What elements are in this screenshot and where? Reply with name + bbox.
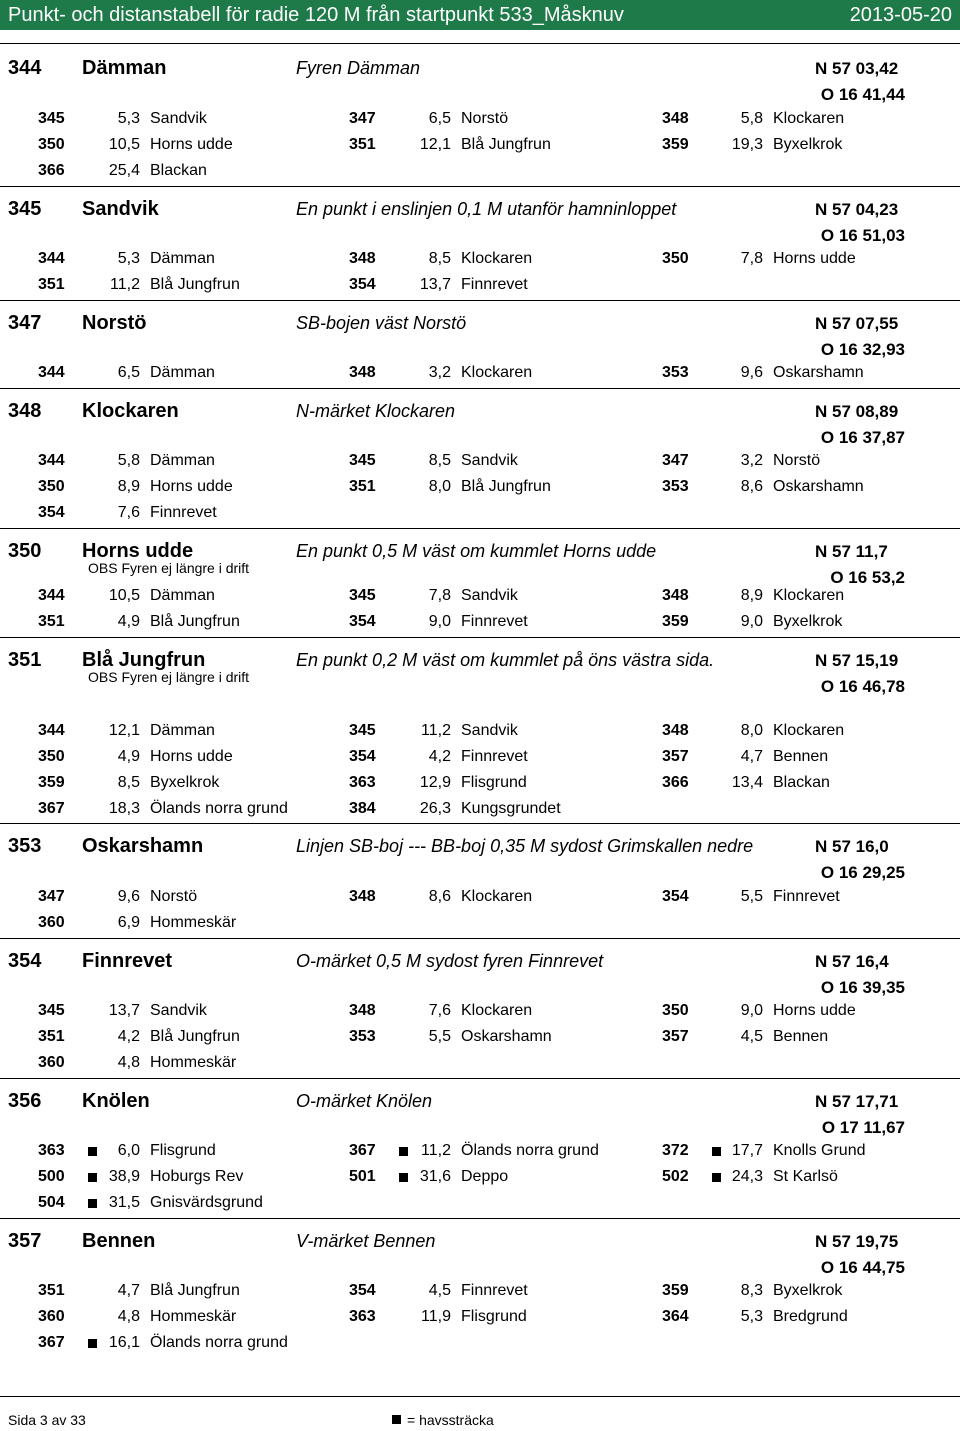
distance-value: 8,0 <box>740 722 763 739</box>
destination-number: 350 <box>662 250 689 267</box>
longitude: O 17 11,67 <box>821 1118 905 1137</box>
destination-number: 344 <box>38 250 65 267</box>
destination-name: Klockaren <box>773 110 845 127</box>
destination-name: Bredgrund <box>773 1308 848 1325</box>
point-name: Klockaren <box>82 400 179 422</box>
point-number: 357 <box>8 1230 42 1252</box>
distance-value: 4,7 <box>740 748 763 765</box>
destination-number: 351 <box>38 613 65 630</box>
point-description: O-märket Knölen <box>296 1091 433 1111</box>
longitude: O 16 53,2 <box>830 568 905 587</box>
destination-name: Sandvik <box>461 722 518 739</box>
destination-name: Oskarshamn <box>461 1028 552 1045</box>
destination-number: 350 <box>38 136 65 153</box>
distance-value: 8,5 <box>117 774 140 791</box>
point-name: Oskarshamn <box>82 835 204 857</box>
destination-name: Norstö <box>461 110 509 127</box>
point-description: SB-bojen väst Norstö <box>296 313 467 333</box>
destination-name: Deppo <box>461 1168 509 1185</box>
destination-name: Finnrevet <box>461 748 528 765</box>
longitude: O 16 39,35 <box>820 978 905 997</box>
destination-number: 502 <box>662 1168 689 1185</box>
destination-name: Knolls Grund <box>773 1142 866 1159</box>
destination-name: Sandvik <box>461 587 518 604</box>
destination-number: 344 <box>38 587 65 604</box>
destination-name: Gnisvärdsgrund <box>150 1194 263 1211</box>
distance-value: 18,3 <box>108 800 140 817</box>
destination-number: 357 <box>662 1028 689 1045</box>
destination-name: Flisgrund <box>461 774 527 791</box>
point-description: En punkt 0,5 M väst om kummlet Horns udde <box>296 541 657 561</box>
document-date: 2013-05-20 <box>849 4 952 26</box>
distance-value: 4,2 <box>428 748 451 765</box>
point-number: 356 <box>8 1090 42 1112</box>
destination-name: Blackan <box>150 162 207 179</box>
page-number: Sida 3 av 33 <box>8 1412 86 1428</box>
destination-number: 384 <box>349 800 376 817</box>
destination-number: 357 <box>662 748 689 765</box>
destination-name: Horns udde <box>150 136 233 153</box>
destination-name: Oskarshamn <box>773 478 864 495</box>
distance-value: 24,3 <box>731 1168 763 1185</box>
distance-value: 10,5 <box>108 136 140 153</box>
distance-value: 12,1 <box>419 136 451 153</box>
distance-value: 11,2 <box>421 1142 451 1159</box>
destination-number: 360 <box>38 1054 65 1071</box>
destination-name: Flisgrund <box>150 1142 216 1159</box>
destination-name: Blackan <box>773 774 830 791</box>
destination-number: 350 <box>38 478 65 495</box>
longitude: O 16 32,93 <box>820 340 905 359</box>
destination-number: 364 <box>662 1308 689 1325</box>
destination-number: 363 <box>349 1308 376 1325</box>
destination-number: 350 <box>38 748 65 765</box>
distance-value: 5,5 <box>428 1028 451 1045</box>
destination-name: Byxelkrok <box>773 1282 843 1299</box>
destination-name: Dämman <box>150 452 215 469</box>
destination-name: Dämman <box>150 722 215 739</box>
distance-value: 3,2 <box>428 364 451 381</box>
destination-number: 348 <box>349 250 376 267</box>
destination-number: 351 <box>38 276 65 293</box>
destination-name: Dämman <box>150 250 215 267</box>
point-number: 347 <box>8 312 42 334</box>
section-divider <box>0 388 960 389</box>
latitude: N 57 11,7 <box>815 542 888 561</box>
point-description: Linjen SB-boj --- BB-boj 0,35 M sydost Grimskallen nedre <box>296 836 754 856</box>
distance-value: 17,7 <box>731 1142 763 1159</box>
distance-value: 4,9 <box>117 748 140 765</box>
distance-value: 8,6 <box>428 888 451 905</box>
distance-value: 9,0 <box>428 613 451 630</box>
destination-name: Klockaren <box>773 722 845 739</box>
point-description: Fyren Dämman <box>296 58 421 78</box>
footer-divider <box>0 1396 960 1397</box>
destination-number: 359 <box>662 613 689 630</box>
destination-name: Finnrevet <box>150 504 217 521</box>
distance-value: 12,1 <box>108 722 140 739</box>
distance-value: 13,4 <box>731 774 763 791</box>
top-divider <box>0 43 960 44</box>
destination-number: 345 <box>349 452 376 469</box>
section-divider <box>0 1078 960 1079</box>
destination-name: Horns udde <box>773 250 856 267</box>
latitude: N 57 08,89 <box>815 402 899 421</box>
destination-name: Hommeskär <box>150 1308 237 1325</box>
distance-value: 10,5 <box>108 587 140 604</box>
distance-value: 4,8 <box>117 1308 140 1325</box>
point-name: Dämman <box>82 57 167 79</box>
destination-number: 348 <box>349 1002 376 1019</box>
destination-name: Bennen <box>773 1028 829 1045</box>
destination-number: 344 <box>38 364 65 381</box>
destination-number: 350 <box>662 1002 689 1019</box>
destination-name: Sandvik <box>150 1002 207 1019</box>
distance-value: 38,9 <box>108 1168 140 1185</box>
distance-value: 8,9 <box>740 587 763 604</box>
distance-value: 31,5 <box>108 1194 140 1211</box>
destination-name: Byxelkrok <box>150 774 220 791</box>
destination-name: Sandvik <box>150 110 207 127</box>
destination-name: Finnrevet <box>461 276 528 293</box>
destination-number: 347 <box>662 452 689 469</box>
longitude: O 16 46,78 <box>820 677 905 696</box>
destination-number: 347 <box>349 110 376 127</box>
distance-value: 5,8 <box>117 452 140 469</box>
distance-value: 4,8 <box>117 1054 140 1071</box>
destination-name: Blå Jungfrun <box>461 478 551 495</box>
destination-number: 367 <box>38 800 65 817</box>
latitude: N 57 19,75 <box>815 1232 899 1251</box>
distance-value: 4,5 <box>740 1028 763 1045</box>
destination-name: Finnrevet <box>461 1282 528 1299</box>
destination-number: 363 <box>349 774 376 791</box>
destination-name: Dämman <box>150 587 215 604</box>
destination-number: 360 <box>38 914 65 931</box>
destination-number: 367 <box>38 1334 65 1351</box>
distance-value: 19,3 <box>731 136 763 153</box>
latitude: N 57 17,71 <box>815 1092 899 1111</box>
point-description: En punkt i enslinjen 0,1 M utanför hamninloppet <box>296 199 677 219</box>
destination-number: 351 <box>349 136 376 153</box>
point-name: Norstö <box>82 312 147 334</box>
destination-number: 354 <box>349 1282 376 1299</box>
destination-name: Blå Jungfrun <box>150 1028 240 1045</box>
distance-value: 11,2 <box>110 276 140 293</box>
destination-name: Hommeskär <box>150 914 237 931</box>
destination-name: Klockaren <box>461 888 533 905</box>
distance-value: 4,2 <box>117 1028 140 1045</box>
destination-number: 353 <box>662 364 689 381</box>
destination-number: 354 <box>662 888 689 905</box>
destination-number: 354 <box>38 504 65 521</box>
distance-value: 6,0 <box>117 1142 140 1159</box>
point-name: Blå Jungfrun <box>82 649 206 671</box>
point-number: 350 <box>8 540 42 562</box>
destination-number: 348 <box>662 722 689 739</box>
destination-number: 345 <box>38 1002 65 1019</box>
destination-number: 360 <box>38 1308 65 1325</box>
distance-value: 8,5 <box>428 250 451 267</box>
destination-number: 351 <box>38 1282 65 1299</box>
destination-number: 359 <box>662 1282 689 1299</box>
distance-value: 5,8 <box>740 110 763 127</box>
point-number: 345 <box>8 198 42 220</box>
destination-name: Byxelkrok <box>773 136 843 153</box>
destination-number: 359 <box>38 774 65 791</box>
distance-value: 5,5 <box>740 888 763 905</box>
point-name: Finnrevet <box>82 950 173 972</box>
destination-name: Byxelkrok <box>773 613 843 630</box>
destination-name: Kungsgrundet <box>461 800 561 817</box>
distance-value: 9,6 <box>117 888 140 905</box>
sea-route-icon <box>392 1415 401 1424</box>
destination-name: Hommeskär <box>150 1054 237 1071</box>
destination-name: Blå Jungfrun <box>150 613 240 630</box>
destination-number: 345 <box>349 587 376 604</box>
point-description: O-märket 0,5 M sydost fyren Finnrevet <box>296 951 604 971</box>
point-description: N-märket Klockaren <box>296 401 456 421</box>
distance-value: 4,7 <box>117 1282 140 1299</box>
destination-number: 348 <box>349 888 376 905</box>
latitude: N 57 16,0 <box>815 837 889 856</box>
section-divider <box>0 1218 960 1219</box>
destination-name: Blå Jungfrun <box>461 136 551 153</box>
point-name: Sandvik <box>82 198 159 220</box>
destination-number: 344 <box>38 722 65 739</box>
destination-name: St Karlsö <box>773 1168 838 1185</box>
destination-name: Ölands norra grund <box>461 1142 599 1159</box>
distance-value: 6,5 <box>428 110 451 127</box>
destination-name: Norstö <box>150 888 198 905</box>
point-number: 351 <box>8 649 42 671</box>
destination-number: 348 <box>662 110 689 127</box>
distance-value: 8,0 <box>428 478 451 495</box>
destination-name: Horns udde <box>150 478 233 495</box>
latitude: N 57 04,23 <box>815 200 899 219</box>
destination-name: Horns udde <box>150 748 233 765</box>
point-name: Bennen <box>82 1230 156 1252</box>
destination-name: Klockaren <box>461 1002 533 1019</box>
distance-value: 13,7 <box>108 1002 140 1019</box>
destination-number: 348 <box>662 587 689 604</box>
section-divider <box>0 300 960 301</box>
point-note: OBS Fyren ej längre i drift <box>88 669 250 685</box>
longitude: O 16 44,75 <box>820 1258 905 1277</box>
distance-value: 25,4 <box>108 162 140 179</box>
point-number: 348 <box>8 400 42 422</box>
destination-number: 347 <box>38 888 65 905</box>
distance-value: 4,5 <box>428 1282 451 1299</box>
distance-value: 7,8 <box>428 587 451 604</box>
point-description: V-märket Bennen <box>296 1231 436 1251</box>
distance-value: 5,3 <box>117 250 140 267</box>
destination-name: Klockaren <box>461 250 533 267</box>
destination-number: 372 <box>662 1142 689 1159</box>
distance-value: 5,3 <box>740 1308 763 1325</box>
distance-value: 7,6 <box>428 1002 451 1019</box>
point-name: Knölen <box>82 1090 150 1112</box>
distance-value: 4,9 <box>117 613 140 630</box>
distance-value: 26,3 <box>419 800 451 817</box>
section-divider <box>0 938 960 939</box>
destination-number: 504 <box>38 1194 65 1211</box>
section-divider <box>0 637 960 638</box>
destination-name: Klockaren <box>773 587 845 604</box>
distance-value: 9,0 <box>740 1002 763 1019</box>
destination-number: 345 <box>38 110 65 127</box>
destination-number: 351 <box>349 478 376 495</box>
destination-name: Dämman <box>150 364 215 381</box>
destination-number: 359 <box>662 136 689 153</box>
point-number: 354 <box>8 950 42 972</box>
destination-number: 367 <box>349 1142 376 1159</box>
distance-value: 9,6 <box>740 364 763 381</box>
distance-value: 3,2 <box>740 452 763 469</box>
destination-name: Flisgrund <box>461 1308 527 1325</box>
destination-number: 366 <box>38 162 65 179</box>
section-divider <box>0 528 960 529</box>
distance-value: 8,9 <box>117 478 140 495</box>
distance-value: 7,8 <box>740 250 763 267</box>
distance-value: 12,9 <box>419 774 451 791</box>
destination-name: Klockaren <box>461 364 533 381</box>
distance-value: 8,3 <box>740 1282 763 1299</box>
legend <box>392 1412 494 1428</box>
distance-value: 31,6 <box>419 1168 451 1185</box>
distance-value: 6,5 <box>117 364 140 381</box>
distance-value: 16,1 <box>108 1334 140 1351</box>
title-bar <box>0 0 960 30</box>
destination-number: 353 <box>349 1028 376 1045</box>
document-title: Punkt- och distanstabell för radie 120 M från startpunkt 533_Måsknuv <box>8 4 624 26</box>
point-name: Horns udde <box>82 540 194 562</box>
destination-number: 366 <box>662 774 689 791</box>
destination-number: 351 <box>38 1028 65 1045</box>
point-number: 344 <box>8 57 42 79</box>
latitude: N 57 07,55 <box>815 314 899 333</box>
longitude: O 16 29,25 <box>820 863 905 882</box>
latitude: N 57 03,42 <box>815 59 899 78</box>
destination-name: Finnrevet <box>461 613 528 630</box>
destination-name: Finnrevet <box>773 888 840 905</box>
destination-number: 344 <box>38 452 65 469</box>
legend-text: = havssträcka <box>407 1412 494 1428</box>
destination-name: Norstö <box>773 452 821 469</box>
destination-number: 354 <box>349 276 376 293</box>
distance-value: 6,9 <box>117 914 140 931</box>
distance-value: 5,3 <box>117 110 140 127</box>
section-divider <box>0 186 960 187</box>
destination-number: 348 <box>349 364 376 381</box>
longitude: O 16 41,44 <box>820 85 905 104</box>
destination-number: 363 <box>38 1142 65 1159</box>
point-number: 353 <box>8 835 42 857</box>
destination-name: Hoburgs Rev <box>150 1168 244 1185</box>
destination-name: Blå Jungfrun <box>150 276 240 293</box>
destination-name: Horns udde <box>773 1002 856 1019</box>
destination-number: 354 <box>349 613 376 630</box>
destination-name: Bennen <box>773 748 829 765</box>
distance-value: 8,5 <box>428 452 451 469</box>
destination-number: 501 <box>349 1168 376 1185</box>
distance-value: 9,0 <box>740 613 763 630</box>
distance-value: 11,9 <box>421 1308 451 1325</box>
distance-value: 8,6 <box>740 478 763 495</box>
distance-value: 7,6 <box>117 504 140 521</box>
longitude: O 16 37,87 <box>820 428 905 447</box>
latitude: N 57 16,4 <box>815 952 889 971</box>
distance-value: 13,7 <box>419 276 451 293</box>
destination-number: 345 <box>349 722 376 739</box>
destination-number: 354 <box>349 748 376 765</box>
section-divider <box>0 823 960 824</box>
longitude: O 16 51,03 <box>820 226 905 245</box>
latitude: N 57 15,19 <box>815 651 899 670</box>
destination-name: Ölands norra grund <box>150 1334 288 1351</box>
destination-name: Oskarshamn <box>773 364 864 381</box>
distance-value: 11,2 <box>421 722 451 739</box>
destination-name: Ölands norra grund <box>150 800 288 817</box>
destination-number: 500 <box>38 1168 65 1185</box>
destination-name: Sandvik <box>461 452 518 469</box>
point-note: OBS Fyren ej längre i drift <box>88 560 250 576</box>
point-description: En punkt 0,2 M väst om kummlet på öns västra sida. <box>296 650 715 670</box>
destination-number: 353 <box>662 478 689 495</box>
destination-name: Blå Jungfrun <box>150 1282 240 1299</box>
